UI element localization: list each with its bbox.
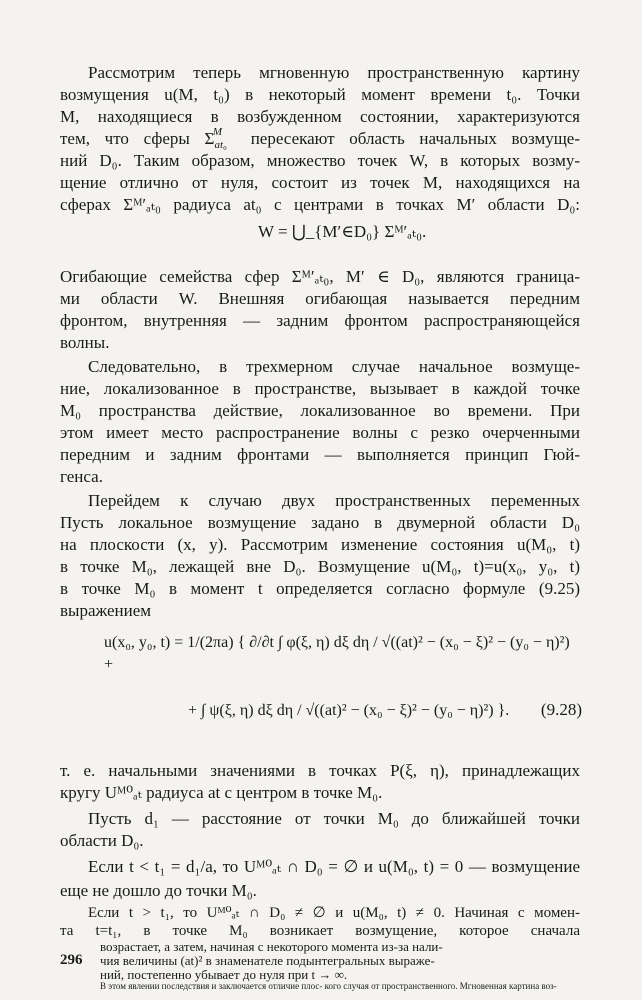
equation-w: W = ⋃_{M′∈D₀} Σᴹ′ₐₜ₀.	[258, 222, 427, 241]
text-line: возмущения u(M, t₀) в некоторый момент времени t₀. Точки	[60, 85, 580, 104]
text-line: т. е. начальными значениями в точках P(ξ, η), принадлежащих	[60, 761, 580, 780]
equation-9-28-line-1: u(x₀, y₀, t) = 1/(2πa) { ∂/∂t ∫ φ(ξ, η) dξ dη / √((at)² − (x₀ − ξ)² − (y₀ − η)²) +	[104, 634, 570, 673]
page-number: 296	[60, 952, 83, 968]
text-line: фронтом, внутренняя — задним фронтом распространяющейся	[60, 311, 580, 330]
text-line: волны.	[60, 333, 110, 352]
text-line: этом имеет место распространение волны с резко очерченными	[60, 423, 580, 442]
text-line: на плоскости (x, y). Рассмотрим изменение состояния u(M₀, t)	[60, 535, 580, 554]
text-line: M, находящиеся в возбужденном состоянии, характеризуются	[60, 107, 580, 126]
text-line: Пусть локальное возмущение задано в двумерной области D₀	[60, 513, 580, 532]
equation-number: (9.28)	[540, 700, 582, 719]
equation-9-28-line-2: + ∫ ψ(ξ, η) dξ dη / √((at)² − (x₀ − ξ)² − (y₀ − η)²) }.	[188, 702, 510, 719]
text-line: щение отлично от нуля, состоит из точек M, находящихся на	[60, 173, 580, 192]
text-line: передним и задним фронтами — выполняется принцип Гюй-	[60, 445, 580, 464]
text-line: кругу Uᴹ⁰ₐₜ радиуса at с центром в точке M₀.	[60, 783, 383, 802]
text-line: Пусть d₁ — расстояние от точки M₀ до ближайшей точки	[88, 809, 580, 828]
text-line: в точке M₀ в момент t определяется согласно формуле (9.25)	[60, 579, 580, 598]
text-line: в точке M₀, лежащей вне D₀. Возмущение u(M₀, t)=u(x₀, y₀, t)	[60, 557, 580, 576]
text-line: тем, что сферы $\Sigma_{at_0}^M$ пересекают область начальных возмуще-	[60, 126, 580, 151]
text-line: M₀ пространства действие, локализованное во времени. При	[60, 401, 580, 420]
text-line: та t=t₁, в точке M₀ возникает возмущение, которое сначала	[60, 923, 580, 939]
text-line: области D₀.	[60, 831, 144, 850]
text-line: ние, локализованное в пространстве, вызывает в каждой точке	[60, 379, 580, 398]
text-line: ний, постепенно убывает до нуля при t → ∞.	[100, 967, 348, 982]
text-line: В этом явлении последствия и заключается отличие плос- кого случая от пространственного. Мгновенная картина воз-	[100, 981, 557, 991]
text-line: Если t > t₁, то Uᴹ⁰ₐₜ ∩ D₀ ≠ ∅ и u(M₀, t) ≠ 0. Начиная с момен-	[88, 905, 580, 921]
text-line: генса.	[60, 467, 103, 486]
text-line: Рассмотрим теперь мгновенную пространственную картину	[88, 63, 580, 82]
text-line: Следовательно, в трехмерном случае начальное возмуще-	[88, 357, 580, 376]
text-line: Огибающие семейства сфер Σᴹ′ₐₜ₀, M′ ∈ D₀, являются граница-	[60, 267, 580, 286]
text-line: Перейдем к случаю двух пространственных переменных	[88, 491, 580, 510]
text-line: возрастает, а затем, начиная с некоторого момента из-за нали-	[100, 939, 443, 954]
text-line: чия величины (at)² в знаменателе подынтегральных выраже-	[100, 953, 435, 968]
text-line: сферах Σᴹ′ₐₜ₀ радиуса at₀ с центрами в точках M′ области D₀:	[60, 195, 580, 214]
text-line: выражением	[60, 601, 152, 620]
text-line: еще не дошло до точки M₀.	[60, 881, 257, 900]
text-line: ний D₀. Таким образом, множество точек W, в которых возму-	[60, 151, 580, 170]
text-line: ми области W. Внешняя огибающая называется передним	[60, 289, 580, 308]
text-line: Если t < t₁ = d₁/a, то Uᴹ⁰ₐₜ ∩ D₀ = ∅ и u(M₀, t) = 0 — возмущение	[88, 857, 580, 876]
